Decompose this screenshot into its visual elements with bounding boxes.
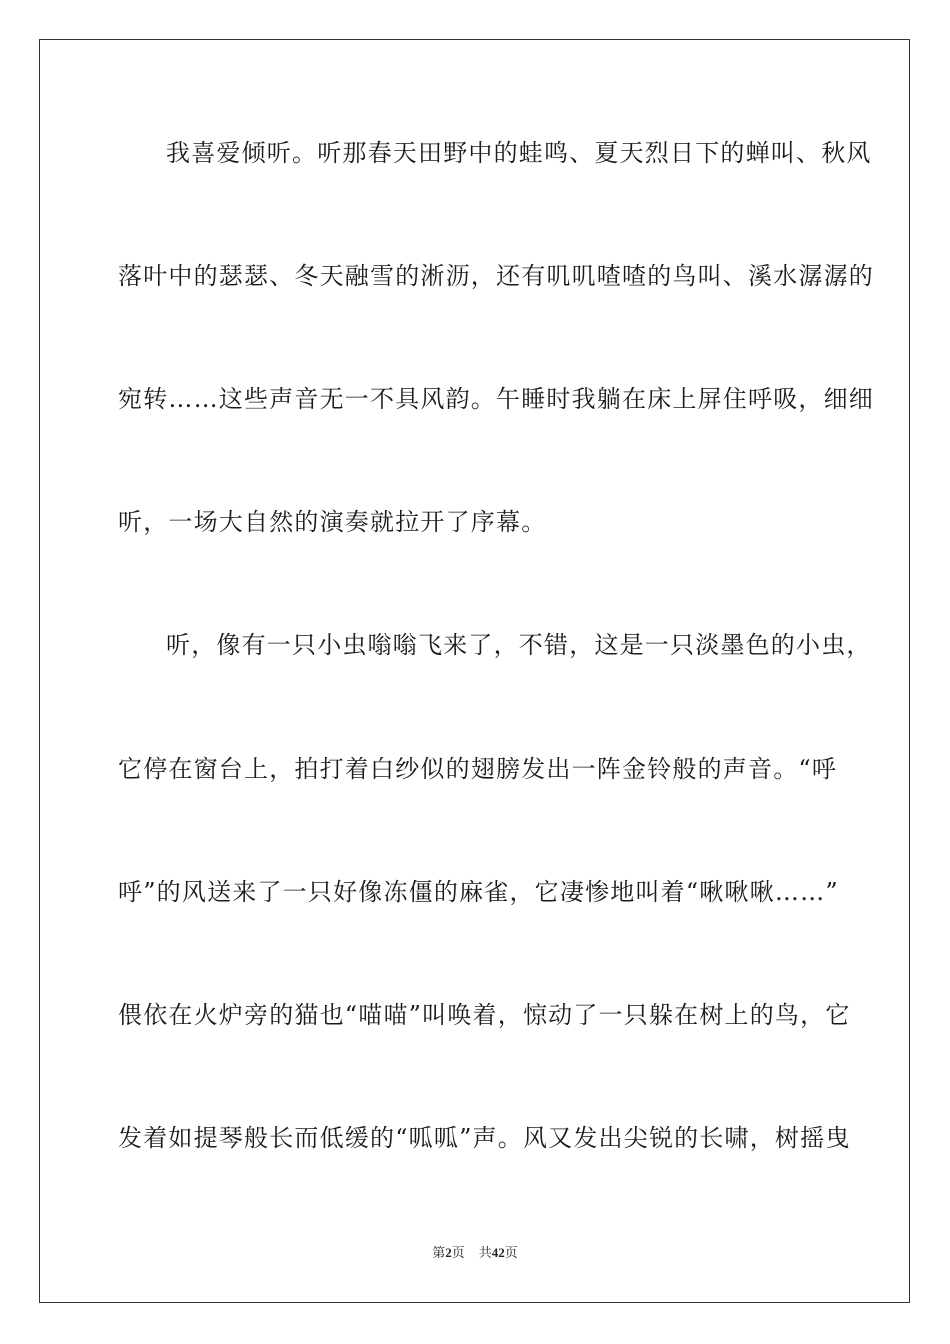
paragraph-2-line-1: 听，像有一只小虫嗡嗡飞来了，不错，这是一只淡墨色的小虫，: [166, 631, 872, 659]
paragraph-1-line-2: 落叶中的瑟瑟、冬天融雪的淅沥，还有叽叽喳喳的鸟叫、溪水潺潺的: [118, 262, 874, 290]
paragraph-1-line-4: 听，一场大自然的演奏就拉开了序幕。: [118, 508, 547, 536]
paragraph-1-line-1: 我喜爱倾听。听那春天田野中的蛙鸣、夏天烈日下的蝉叫、秋风: [166, 139, 872, 167]
total-pages-label: 共42页: [478, 1245, 518, 1261]
paragraph-2-line-3: 呼”的风送来了一只好像冻僵的麻雀，它凄惨地叫着“啾啾啾……”: [118, 878, 839, 906]
paragraph-2-line-5: 发着如提琴般长而低缓的“呱呱”声。风又发出尖锐的长啸，树摇曳: [118, 1124, 851, 1152]
page-footer: [0, 1245, 950, 1262]
paragraph-1-line-3: 宛转……这些声音无一不具风韵。午睡时我躺在床上屏住呼吸，细细: [118, 385, 874, 413]
paragraph-2-line-4: 偎依在火炉旁的猫也“喵喵”叫唤着，惊动了一只躲在树上的鸟，它: [118, 1001, 851, 1029]
page-label: 第2页: [432, 1245, 465, 1261]
paragraph-2-line-2: 它停在窗台上，拍打着白纱似的翅膀发出一阵金铃般的声音。“呼: [118, 755, 838, 783]
page-border: [39, 39, 910, 1303]
